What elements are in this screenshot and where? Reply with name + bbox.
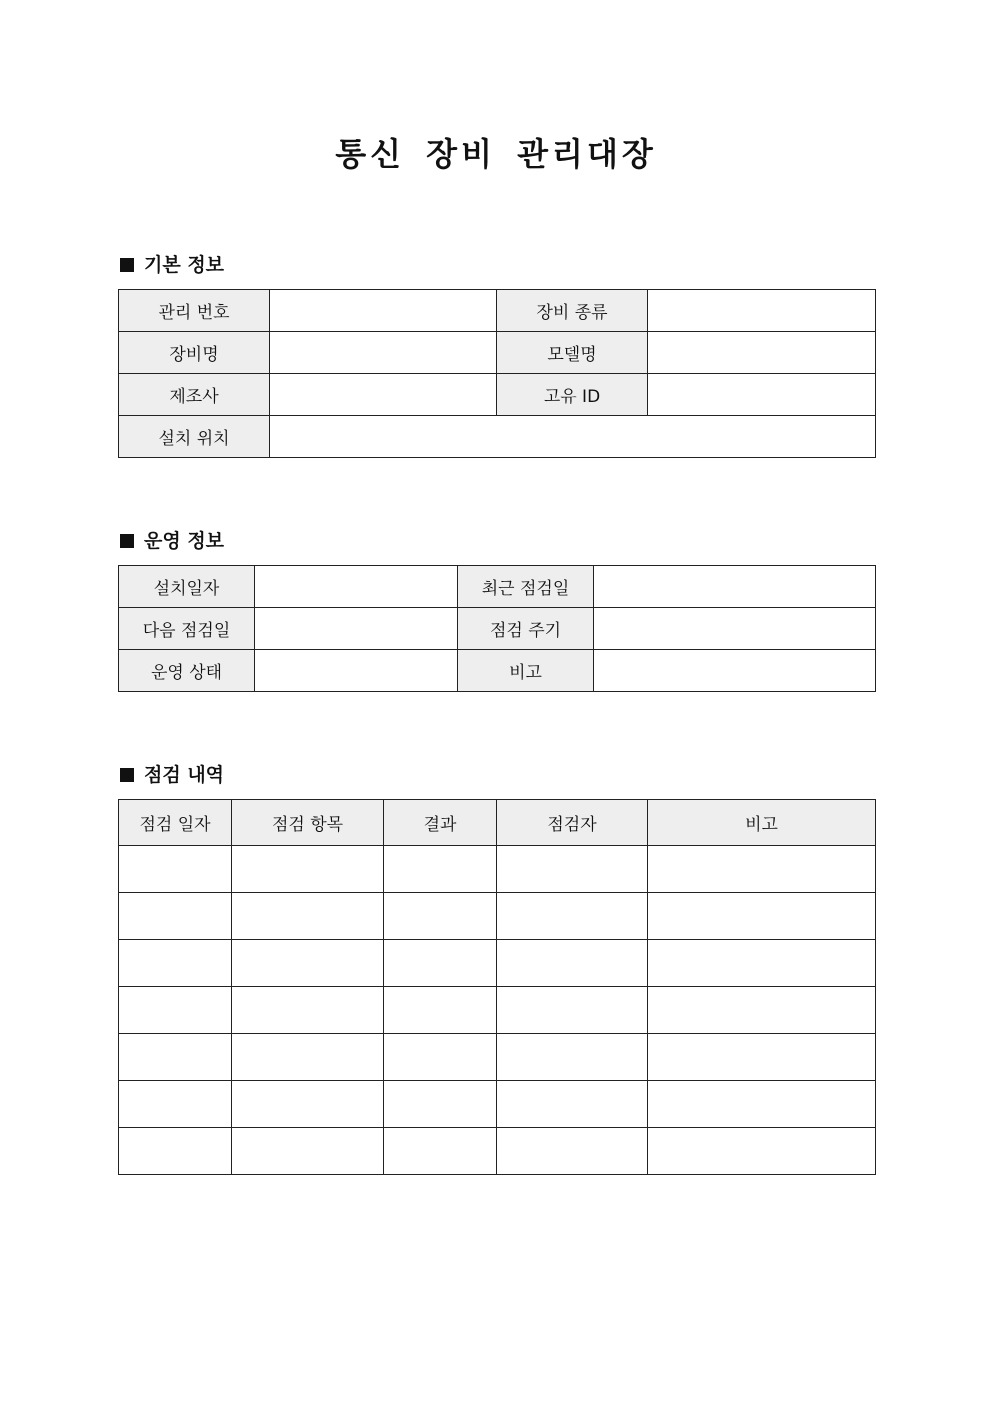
- field-label: 관리 번호: [119, 290, 270, 332]
- column-header: 점검 항목: [232, 800, 384, 846]
- table-cell[interactable]: [497, 987, 648, 1034]
- table-cell[interactable]: [119, 1081, 232, 1128]
- table-row: [119, 1081, 876, 1128]
- table-cell[interactable]: [497, 1081, 648, 1128]
- field-label: 점검 주기: [458, 608, 594, 650]
- table-cell[interactable]: [232, 1081, 384, 1128]
- field-label: 제조사: [119, 374, 270, 416]
- table-cell[interactable]: [648, 1081, 876, 1128]
- table-cell[interactable]: [232, 1034, 384, 1081]
- table-cell[interactable]: [384, 893, 497, 940]
- table-cell[interactable]: [648, 1128, 876, 1175]
- field-label: 모델명: [497, 332, 648, 374]
- table-cell[interactable]: [384, 846, 497, 893]
- column-header: 점검자: [497, 800, 648, 846]
- field-label: 설치 위치: [119, 416, 270, 458]
- field-label: 고유 ID: [497, 374, 648, 416]
- field-value[interactable]: [648, 374, 876, 416]
- field-value[interactable]: [594, 566, 876, 608]
- table-cell[interactable]: [384, 1081, 497, 1128]
- table-cell[interactable]: [232, 846, 384, 893]
- table-cell[interactable]: [119, 1128, 232, 1175]
- field-value[interactable]: [648, 332, 876, 374]
- table-header-row: [119, 800, 876, 846]
- table-row: [119, 566, 876, 608]
- field-value[interactable]: [270, 374, 497, 416]
- table-cell[interactable]: [384, 1128, 497, 1175]
- table-row: [119, 416, 876, 458]
- table-row: [119, 608, 876, 650]
- field-value[interactable]: [255, 650, 458, 692]
- table-row: [119, 650, 876, 692]
- field-label: 다음 점검일: [119, 608, 255, 650]
- section-heading-inspection-log: [118, 762, 224, 788]
- table-row: [119, 290, 876, 332]
- table-row: [119, 987, 876, 1034]
- square-bullet-icon: [120, 258, 134, 272]
- page-title: 통신 장비 관리대장: [335, 135, 657, 173]
- table-cell[interactable]: [119, 893, 232, 940]
- table-cell[interactable]: [497, 893, 648, 940]
- field-value[interactable]: [270, 290, 497, 332]
- table-row: [119, 332, 876, 374]
- field-value[interactable]: [594, 608, 876, 650]
- field-value[interactable]: [255, 566, 458, 608]
- square-bullet-icon: [120, 534, 134, 548]
- table-row: [119, 940, 876, 987]
- table-cell[interactable]: [232, 940, 384, 987]
- table-row: [119, 1034, 876, 1081]
- table-cell[interactable]: [497, 1034, 648, 1081]
- table-cell[interactable]: [497, 1128, 648, 1175]
- table-cell[interactable]: [648, 893, 876, 940]
- table-cell[interactable]: [384, 940, 497, 987]
- table-cell[interactable]: [648, 987, 876, 1034]
- column-header: 결과: [384, 800, 497, 846]
- field-label: 장비명: [119, 332, 270, 374]
- table-row: [119, 893, 876, 940]
- field-label: 운영 상태: [119, 650, 255, 692]
- section-heading-label: 점검 내역: [144, 764, 225, 786]
- field-label: 장비 종류: [497, 290, 648, 332]
- table-cell[interactable]: [119, 987, 232, 1034]
- table-cell[interactable]: [648, 940, 876, 987]
- field-value[interactable]: [255, 608, 458, 650]
- column-header: 점검 일자: [119, 800, 232, 846]
- table-cell[interactable]: [119, 1034, 232, 1081]
- table-cell[interactable]: [232, 1128, 384, 1175]
- table-cell[interactable]: [232, 987, 384, 1034]
- table-cell[interactable]: [384, 1034, 497, 1081]
- column-header: 비고: [648, 800, 876, 846]
- field-label: 설치일자: [119, 566, 255, 608]
- field-label: 비고: [458, 650, 594, 692]
- table-cell[interactable]: [497, 846, 648, 893]
- table-cell[interactable]: [497, 940, 648, 987]
- table-row: [119, 1128, 876, 1175]
- table-cell[interactable]: [648, 1034, 876, 1081]
- square-bullet-icon: [120, 768, 134, 782]
- section-heading-label: 기본 정보: [144, 254, 225, 276]
- section-heading-basic-info: [118, 252, 224, 278]
- table-cell[interactable]: [648, 846, 876, 893]
- table-row: [119, 846, 876, 893]
- table-cell[interactable]: [232, 893, 384, 940]
- field-value[interactable]: [270, 416, 876, 458]
- field-label: 최근 점검일: [458, 566, 594, 608]
- section-heading-operation-info: [118, 528, 224, 554]
- field-value[interactable]: [594, 650, 876, 692]
- inspection-log-table: [118, 799, 876, 1175]
- field-value[interactable]: [648, 290, 876, 332]
- table-cell[interactable]: [119, 940, 232, 987]
- table-row: [119, 374, 876, 416]
- field-value[interactable]: [270, 332, 497, 374]
- table-cell[interactable]: [384, 987, 497, 1034]
- table-cell[interactable]: [119, 846, 232, 893]
- operation-info-table: [118, 565, 876, 692]
- basic-info-table: [118, 289, 876, 458]
- section-heading-label: 운영 정보: [144, 530, 225, 552]
